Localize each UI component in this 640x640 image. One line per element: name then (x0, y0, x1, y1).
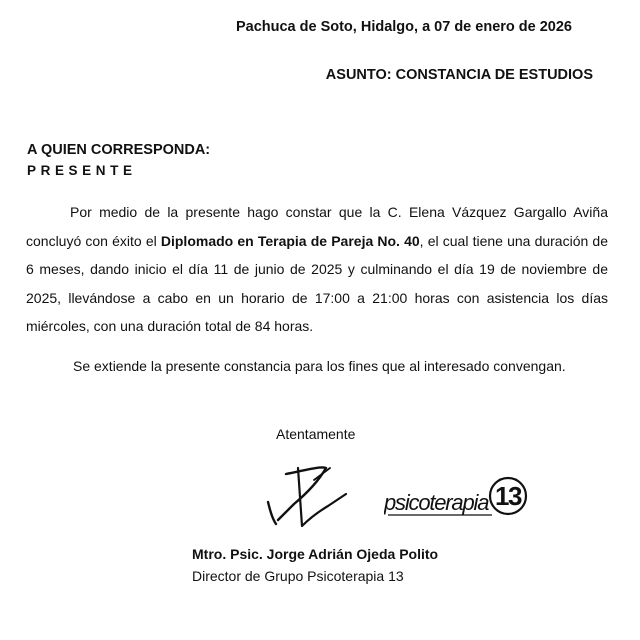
psicoterapia-13-logo (384, 472, 532, 527)
signature (258, 460, 358, 535)
body-text-part1: Por medio de la presente hago constar que la C. Elena Vázquez Gargallo Aviña concluyó con éxito el (26, 204, 608, 249)
logo-graphic (384, 472, 532, 522)
body-paragraph (26, 198, 608, 341)
signature-drawing (258, 460, 358, 530)
signer-title: Director de Grupo Psicoterapia 13 (192, 568, 404, 584)
signer-name: Mtro. Psic. Jorge Adrián Ojeda Polito (192, 546, 439, 562)
logo-number: 13 (495, 481, 521, 511)
logo-word: psicoterapia (384, 490, 489, 515)
course-name: Diplomado en Terapia de Pareja No. 40 (160, 232, 420, 249)
closing-paragraph: Se extiende la presente constancia para los fines que al interesado convengan. (73, 358, 566, 374)
recipient-line: A QUIEN CORRESPONDA: (27, 142, 211, 158)
subject-line: ASUNTO: CONSTANCIA DE ESTUDIOS (325, 67, 593, 83)
date-line: Pachuca de Soto, Hidalgo, a 07 de enero de 2026 (235, 19, 572, 35)
presente-line: PRESENTE (27, 163, 137, 178)
body-text-part2: , el cual tiene una duración de 6 meses, dando inicio el día 11 de junio de 2025 y culminando el día 19 de noviembre de 2025, llevándose a cabo en un horario de 17:00 a 21:00 horas con asistencia los días miércoles, con una duración total de 84 horas. (26, 232, 608, 335)
farewell-text: Atentamente (276, 426, 356, 442)
